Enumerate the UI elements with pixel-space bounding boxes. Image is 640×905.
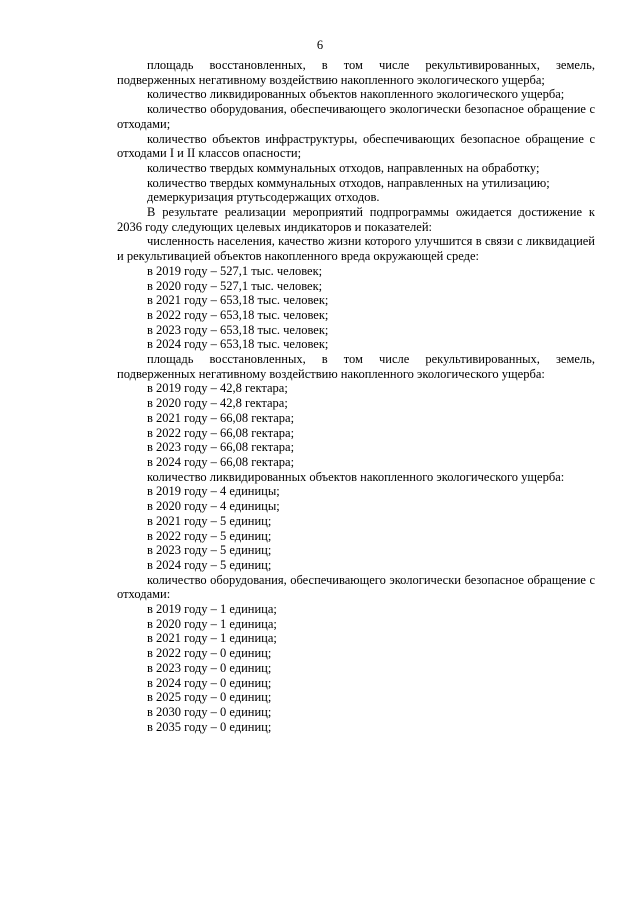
intro-item-waste-processing: количество твердых коммунальных отходов, направленных на обработку; (147, 160, 540, 175)
indicator-value: в 2030 году – 0 единиц; (147, 704, 272, 719)
indicator-population (117, 234, 595, 352)
indicator-value: в 2020 году – 527,1 тыс. человек; (147, 278, 323, 293)
indicator-liquidated-objects (117, 470, 595, 573)
indicator-value: в 2024 году – 5 единиц; (147, 557, 272, 572)
indicator-value: в 2024 году – 66,08 гектара; (147, 454, 295, 469)
document-body (117, 58, 595, 734)
indicator-value: в 2021 году – 1 единица; (147, 631, 277, 646)
indicator-value: в 2023 году – 66,08 гектара; (147, 440, 295, 455)
indicator-value: в 2024 году – 0 единиц; (147, 675, 272, 690)
indicator-land-area (117, 352, 595, 470)
indicator-value: в 2024 году – 653,18 тыс. человек; (147, 337, 329, 352)
indicator-title: площадь восстановленных, в том числе рекультивированных, земель, подверженных негативному воздействию накопленного экологического ущерба: (117, 352, 595, 381)
intro-item-land-area: площадь восстановленных, в том числе рекультивированных, земель, подверженных негативному воздействию накопленного экологического ущерба; (117, 58, 595, 87)
indicator-value: в 2023 году – 5 единиц; (147, 543, 272, 558)
indicator-equipment (117, 573, 595, 735)
indicator-value: в 2022 году – 5 единиц; (147, 528, 272, 543)
intro-item-demercurization: демеркуризация ртутьсодержащих отходов. (147, 190, 380, 205)
indicator-value: в 2019 году – 527,1 тыс. человек; (147, 263, 323, 278)
intro-item-liquidated-objects: количество ликвидированных объектов накопленного экологического ущерба; (147, 87, 565, 102)
indicator-value: в 2020 году – 1 единица; (147, 616, 277, 631)
indicator-value: в 2019 году – 4 единицы; (147, 484, 280, 499)
indicator-value: в 2020 году – 4 единицы; (147, 499, 280, 514)
page-number: 6 (316, 38, 324, 52)
indicator-value: в 2019 году – 1 единица; (147, 602, 277, 617)
indicator-value: в 2021 году – 5 единиц; (147, 513, 272, 528)
indicator-value: в 2022 году – 66,08 гектара; (147, 425, 295, 440)
intro-item-waste-utilization: количество твердых коммунальных отходов, направленных на утилизацию; (147, 175, 550, 190)
indicator-value: в 2021 году – 66,08 гектара; (147, 410, 295, 425)
indicator-value: в 2020 году – 42,8 гектара; (147, 396, 288, 411)
indicator-value: в 2019 году – 42,8 гектара; (147, 381, 288, 396)
intro-item-infrastructure: количество объектов инфраструктуры, обеспечивающих безопасное обращение с отходами I и II классов опасности; (117, 131, 595, 161)
indicator-value: в 2021 году – 653,18 тыс. человек; (147, 293, 329, 308)
indicator-value: в 2023 году – 653,18 тыс. человек; (147, 322, 329, 337)
indicator-value: в 2023 году – 0 единиц; (147, 660, 272, 675)
indicator-title: количество ликвидированных объектов накопленного экологического ущерба: (147, 469, 565, 484)
result-intro-paragraph: В результате реализации мероприятий подпрограммы ожидается достижение к 2036 году следующих целевых индикаторов и показателей: (117, 205, 595, 234)
intro-item-equipment: количество оборудования, обеспечивающего экологически безопасное обращение с отходами; (117, 102, 595, 131)
indicator-title: количество оборудования, обеспечивающего экологически безопасное обращение с отходами: (117, 572, 595, 602)
indicator-value: в 2035 году – 0 единиц; (147, 719, 272, 734)
indicator-value: в 2025 году – 0 единиц; (147, 690, 272, 705)
indicator-value: в 2022 году – 0 единиц; (147, 646, 272, 661)
indicator-value: в 2022 году – 653,18 тыс. человек; (147, 307, 329, 322)
indicator-title: численность населения, качество жизни которого улучшится в связи с ликвидацией и рекультивацией объектов накопленного вреда окружающей среде: (117, 234, 595, 264)
